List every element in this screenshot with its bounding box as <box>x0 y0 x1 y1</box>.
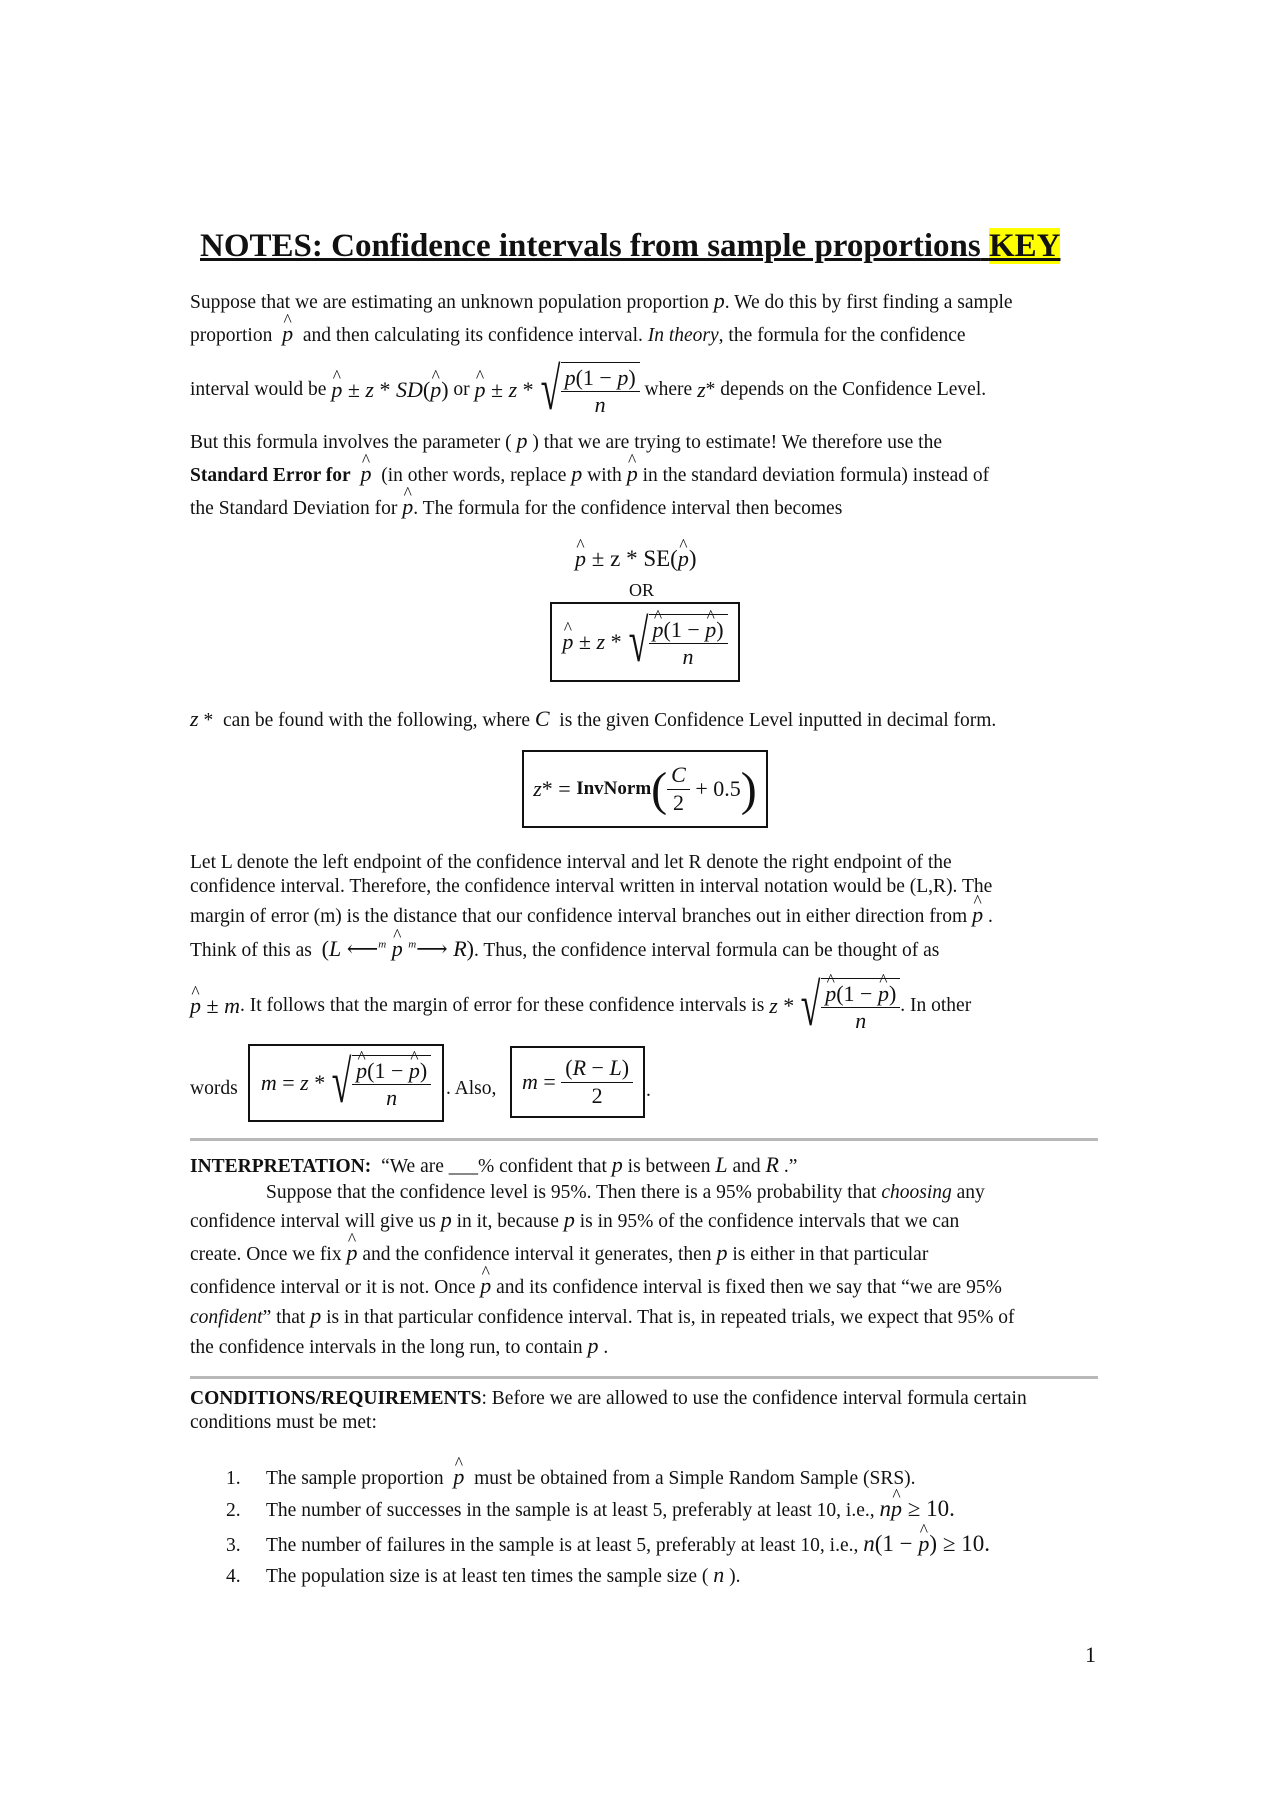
margin-line-2: confidence interval. Therefore, the confidence interval written in interval notation would be (L,R). The <box>190 876 993 897</box>
boxed-zstar-formula: z * = InvNorm ( $\frac{C}{2}$ + 0.5 ) <box>522 750 768 828</box>
boxed-margin-lr-formula: m = $\frac{(R - L)}{2}$ <box>510 1046 645 1118</box>
intro-line-6: the Standard Deviation for ^ p. The formula for the confidence interval then becomes <box>190 494 842 520</box>
title-text: NOTES: Confidence intervals from sample proportions <box>200 228 981 264</box>
margin-period: . <box>646 1080 651 1101</box>
condition-item-3: 3. The number of failures in the sample is at least 5, preferably at least 10, i.e., n(1 − ^ p) ≥ 10. <box>226 1531 990 1557</box>
margin-line-4: Think of this as (L ⟵$^m$ ^ p $^m$⟶ R). Thus, the confidence interval formula can be thought of as <box>190 936 939 962</box>
zstar-line: z * can be found with the following, where C is the given Confidence Level inputted in decimal form. <box>190 706 997 731</box>
interp-line-3: confidence interval will give us p in it, because p is in 95% of the confidence intervals that we can <box>190 1207 960 1232</box>
conditions-line-1: CONDITIONS/REQUIREMENTS: Before we are allowed to use the confidence interval formula certain <box>190 1388 1027 1409</box>
interp-line-7: the confidence intervals in the long run, to contain p . <box>190 1333 609 1358</box>
intro-line-3: interval would be ^ p ± z * SD(^ p) or ^ p ± z * √ $\frac{p(1 - p)}{n}$ where z * depends on the Confidence Level. <box>190 362 986 419</box>
interp-line-4: create. Once we fix ^ p and the confidence interval it generates, then p is either in that particular <box>190 1240 928 1266</box>
condition-item-1: 1. The sample proportion ^ p must be obtained from a Simple Random Sample (SRS). <box>226 1464 916 1490</box>
interp-line-5: confidence interval or it is not. Once ^ p and its confidence interval is fixed then we say that “we are 95% <box>190 1273 1002 1299</box>
intro-line-2: proportion ^ p and then calculating its confidence interval. In theory, the formula for the confidence <box>190 321 966 347</box>
margin-line-6a: words <box>190 1078 238 1099</box>
intro-line-1: Suppose that we are estimating an unknown population proportion p. We do this by first finding a sample <box>190 288 1013 313</box>
boxed-ci-formula: ^ p ± z * √ ^ $\frac{p(1 - \^{} p)}{n}$ <box>550 602 740 682</box>
conditions-line-2: conditions must be met: <box>190 1412 377 1433</box>
interp-line-2: Suppose that the confidence level is 95%. Then there is a 95% probability that choosing any <box>266 1182 985 1203</box>
boxed-margin-formula: m = z * √ ^ $\frac{p(1 - \^{} p)}{n}$ <box>248 1044 444 1122</box>
page-number: 1 <box>1085 1642 1096 1667</box>
intro-line-4: But this formula involves the parameter ( p ) that we are trying to estimate! We therefore use the <box>190 428 942 453</box>
divider-1 <box>190 1138 1098 1141</box>
margin-line-1: Let L denote the left endpoint of the confidence interval and let R denote the right endpoint of the <box>190 852 952 873</box>
margin-line-5: ^ p ± m . It follows that the margin of error for these confidence intervals is z * √ ^ $\frac{p(1 - \^{} p)}{n}$ . In other <box>190 978 971 1035</box>
divider-2 <box>190 1376 1098 1379</box>
margin-line-3: margin of error (m) is the distance that our confidence interval branches out in either direction from ^ p . <box>190 902 993 928</box>
or-label: OR <box>629 580 655 600</box>
condition-item-4: 4. The population size is at least ten times the sample size ( n ). <box>226 1562 741 1587</box>
page-title <box>200 228 1100 265</box>
interp-line-6: confident” that p is in that particular confidence interval. That is, in repeated trials, we expect that 95% of <box>190 1303 1015 1328</box>
interp-line-1: INTERPRETATION: “We are ___% confident that p is between L and R .” <box>190 1152 798 1177</box>
condition-item-2: 2. The number of successes in the sample is at least 5, preferably at least 10, i.e., n^ p ≥ 10. <box>226 1496 955 1522</box>
se-formula: ^ p ± z * SE(^ p) <box>575 546 697 572</box>
key-highlight: KEY <box>988 228 1061 264</box>
margin-line-6b: . Also, <box>446 1078 497 1099</box>
intro-line-5: Standard Error for ^ p (in other words, replace p with ^ p in the standard deviation formula) instead of <box>190 461 989 487</box>
